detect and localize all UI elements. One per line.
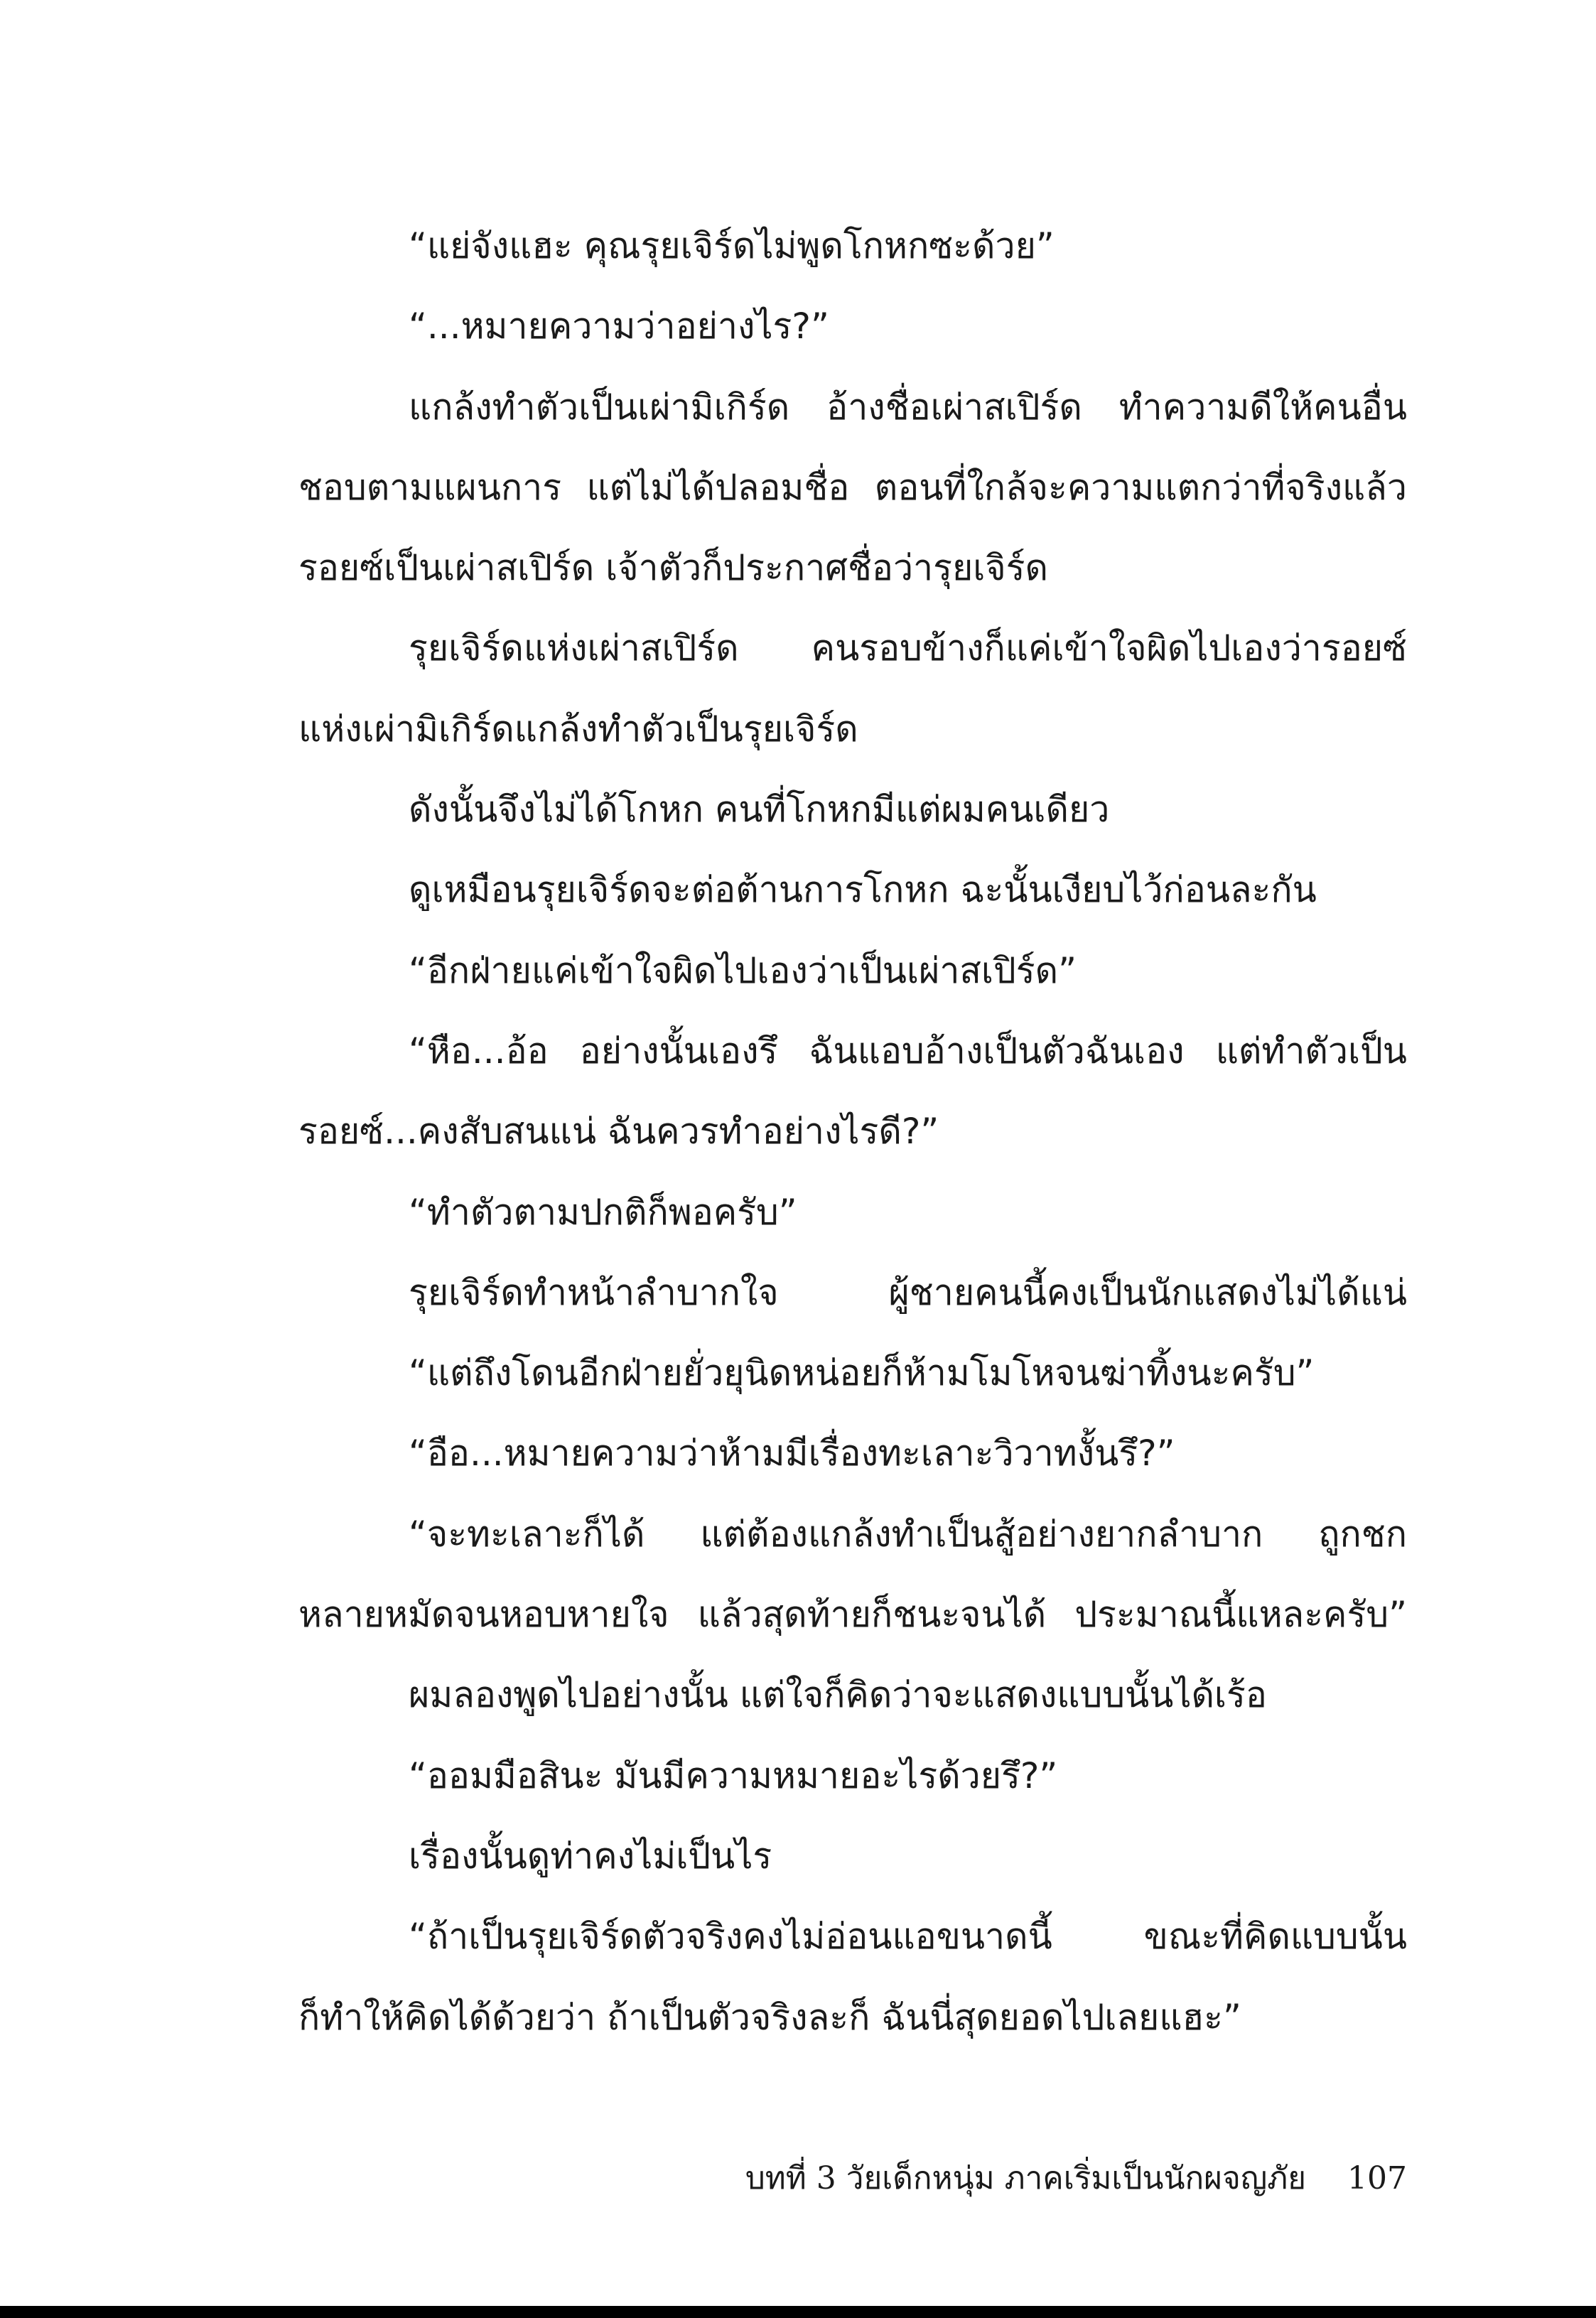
- text-line: ก็ทำให้คิดได้ด้วยว่า ถ้าเป็นตัวจริงละก็ ฉันนี่สุดยอดไปเลยแฮะ”: [298, 1996, 1241, 2038]
- text-line: “อีกฝ่ายแค่เข้าใจผิดไปเองว่าเป็นเผ่าสเปิร์ด”: [409, 949, 1077, 991]
- text-line: ชอบตามแผนการ แต่ไม่ได้ปลอมชื่อ ตอนที่ใกล้จะความแตกว่าที่จริงแล้ว: [298, 466, 1407, 508]
- text-line: “อือ...หมายความว่าห้ามมีเรื่องทะเลาะวิวาทงั้นรึ?”: [409, 1433, 1175, 1475]
- text-line: รอยซ์เป็นเผ่าสเปิร์ด เจ้าตัวก็ประกาศชื่อว่ารุยเจิร์ด: [298, 547, 1048, 589]
- page-number: 107: [1347, 2160, 1407, 2196]
- text-line: “แต่ถึงโดนอีกฝ่ายยั่วยุนิดหน่อยก็ห้ามโมโหจนฆ่าทิ้งนะครับ”: [409, 1352, 1315, 1394]
- text-line: “ทำตัวตามปกติก็พอครับ”: [409, 1191, 797, 1233]
- text-line: ดูเหมือนรุยเจิร์ดจะต่อต้านการโกหก ฉะนั้นเงียบไว้ก่อนละกัน: [409, 869, 1317, 911]
- text-line: “ออมมือสินะ มันมีความหมายอะไรด้วยรึ?”: [409, 1754, 1058, 1796]
- chapter-title: บทที่ 3 วัยเด็กหนุ่ม ภาคเริ่มเป็นนักผจญภัย: [745, 2160, 1307, 2196]
- text-line: ดังนั้นจึงไม่ได้โกหก คนที่โกหกมีแต่ผมคนเดียว: [409, 789, 1110, 831]
- text-line: “จะทะเลาะก็ได้ แต่ต้องแกล้งทำเป็นสู้อย่างยากลำบาก ถูกชก: [409, 1513, 1407, 1555]
- text-line: “...หมายความว่าอย่างไร?”: [409, 306, 829, 347]
- text-line: รอยซ์...คงสับสนแน่ ฉันควรทำอย่างไรดี?”: [298, 1111, 939, 1153]
- text-line: รุยเจิร์ดทำหน้าลำบากใจ ผู้ชายคนนี้คงเป็นนักแสดงไม่ได้แน่: [409, 1271, 1407, 1313]
- text-line: เรื่องนั้นดูท่าคงไม่เป็นไร: [409, 1835, 772, 1877]
- body-text: [298, 206, 1407, 2058]
- text-line: แกล้งทำตัวเป็นเผ่ามิเกิร์ด อ้างชื่อเผ่าสเปิร์ด ทำความดีให้คนอื่น: [409, 386, 1407, 428]
- text-line: รุยเจิร์ดแห่งเผ่าสเปิร์ด คนรอบข้างก็แค่เข้าใจผิดไปเองว่ารอยซ์: [409, 627, 1407, 669]
- text-line: “แย่จังแฮะ คุณรุยเจิร์ดไม่พูดโกหกซะด้วย”: [409, 225, 1055, 266]
- text-line: แห่งเผ่ามิเกิร์ดแกล้งทำตัวเป็นรุยเจิร์ด: [298, 708, 858, 750]
- text-line: “ถ้าเป็นรุยเจิร์ดตัวจริงคงไม่อ่อนแอขนาดนี้ ขณะที่คิดแบบนั้น: [409, 1916, 1407, 1958]
- text-line: หลายหมัดจนหอบหายใจ แล้วสุดท้ายก็ชนะจนได้ ประมาณนี้แหละครับ”: [298, 1594, 1407, 1636]
- text-line: “หือ...อ้อ อย่างนั้นเองรึ ฉันแอบอ้างเป็นตัวฉันเอง แต่ทำตัวเป็น: [409, 1030, 1407, 1072]
- running-footer: [298, 2146, 1407, 2210]
- bottom-edge-bar: [0, 2306, 1596, 2318]
- text-line: ผมลองพูดไปอย่างนั้น แต่ใจก็คิดว่าจะแสดงแบบนั้นได้เร้อ: [409, 1674, 1267, 1716]
